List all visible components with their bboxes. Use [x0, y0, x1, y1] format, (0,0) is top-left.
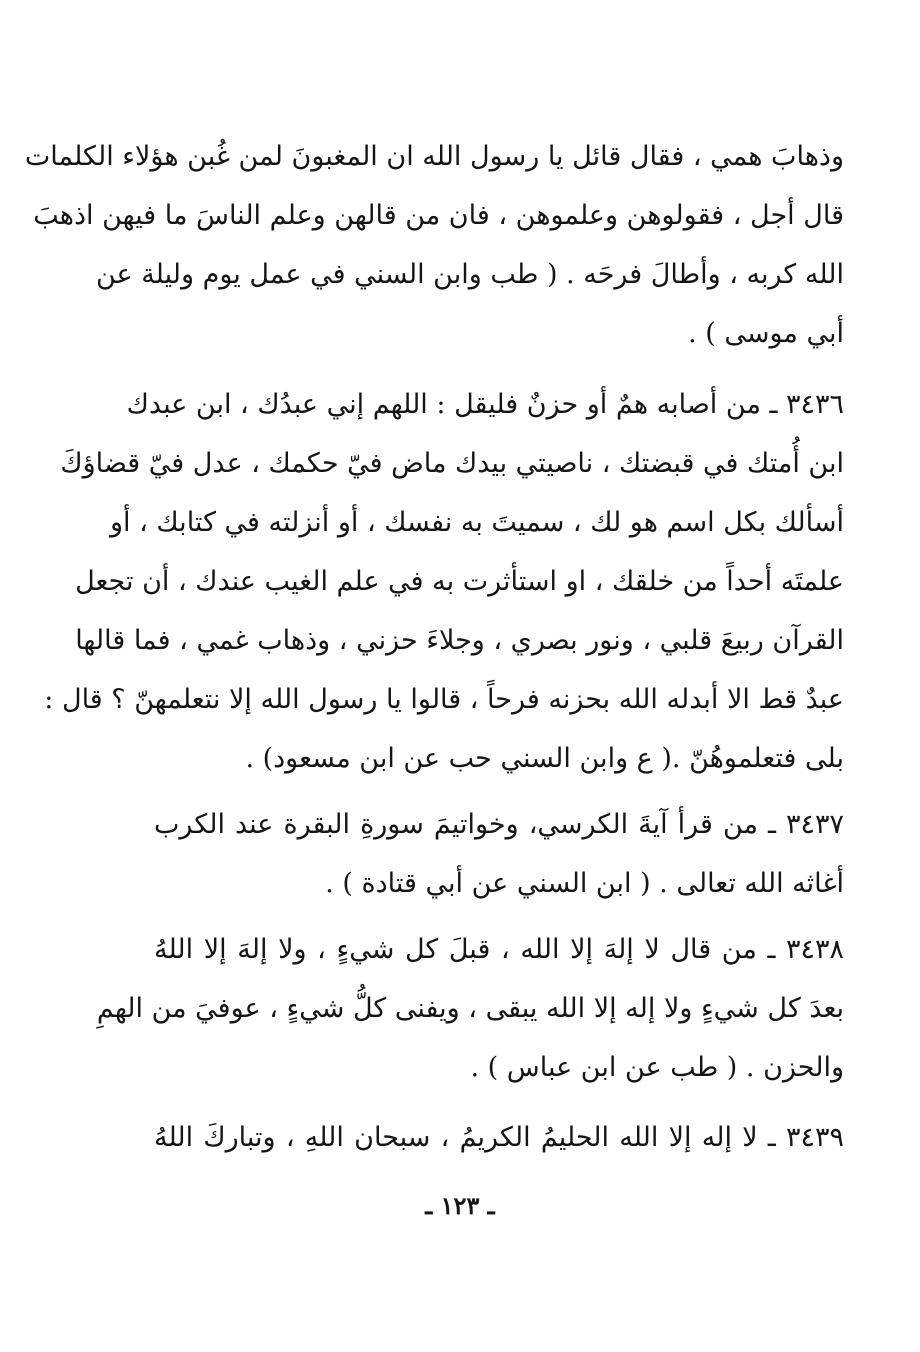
page-number: ـ ١٢٣ ـ — [425, 1191, 495, 1220]
text-line: علمتَه أحداً من خلقك ، او استأثرت به في علم الغيب عندك ، أن تجعل — [75, 566, 844, 597]
text-line: والحزن . ( طب عن ابن عباس ) . — [470, 1052, 844, 1083]
text-line: عبدٌ قط الا أبدله الله بحزنه فرحاً ، قالوا يا رسول الله إلا نتعلمهنّ ؟ قال : — [44, 684, 844, 715]
text-line: ٣٤٣٧ ـ من قرأ آيةَ الكرسي، وخواتيمَ سورةِ البقرة عند الكرب — [154, 809, 844, 840]
text-line: ٣٤٣٨ ـ من قال لا إلهَ إلا الله ، قبلَ كل شيءٍ ، ولا إلهَ إلا اللهُ — [154, 934, 844, 965]
text-line: قال أجل ، فقولوهن وعلموهن ، فان من قالهن وعلم الناسَ ما فيهن اذهبَ — [33, 200, 844, 231]
text-line: ٣٤٣٦ ـ من أصابه همٌ أو حزنٌ فليقل : اللهم إني عبدُك ، ابن عبدك — [126, 389, 844, 420]
text-line: ٣٤٣٩ ـ لا إله إلا الله الحليمُ الكريمُ ، سبحان اللهِ ، وتباركَ اللهُ — [154, 1122, 844, 1153]
text-line: بلى فتعلموهُنّ .( ع وابن السني حب عن ابن مسعود) . — [245, 743, 844, 774]
text-line: القرآن ربيعَ قلبي ، ونور بصري ، وجلاءَ حزني ، وذهاب غمي ، فما قالها — [75, 625, 844, 656]
text-line: ابن أُمتك في قبضتك ، ناصيتي بيدك ماض فيّ حكمك ، عدل فيّ قضاؤكَ — [60, 448, 844, 479]
text-line: الله كربه ، وأطالَ فرحَه . ( طب وابن السني في عمل يوم وليلة عن — [95, 259, 844, 290]
text-line: أسألك بكل اسم هو لك ، سميتَ به نفسك ، أو أنزلته في كتابك ، أو — [110, 507, 844, 538]
text-line: وذهابَ همي ، فقال قائل يا رسول الله ان المغبونَ لمن غُبن هؤلاء الكلمات — [24, 141, 844, 172]
text-line: أبي موسى ) . — [688, 318, 844, 349]
text-line: بعدَ كل شيءٍ ولا إله إلا الله يبقى ، ويفنى كلُّ شيءٍ ، عوفيَ من الهمِ — [96, 993, 844, 1024]
text-line: أغاثه الله تعالى . ( ابن السني عن أبي قتادة ) . — [325, 868, 844, 899]
